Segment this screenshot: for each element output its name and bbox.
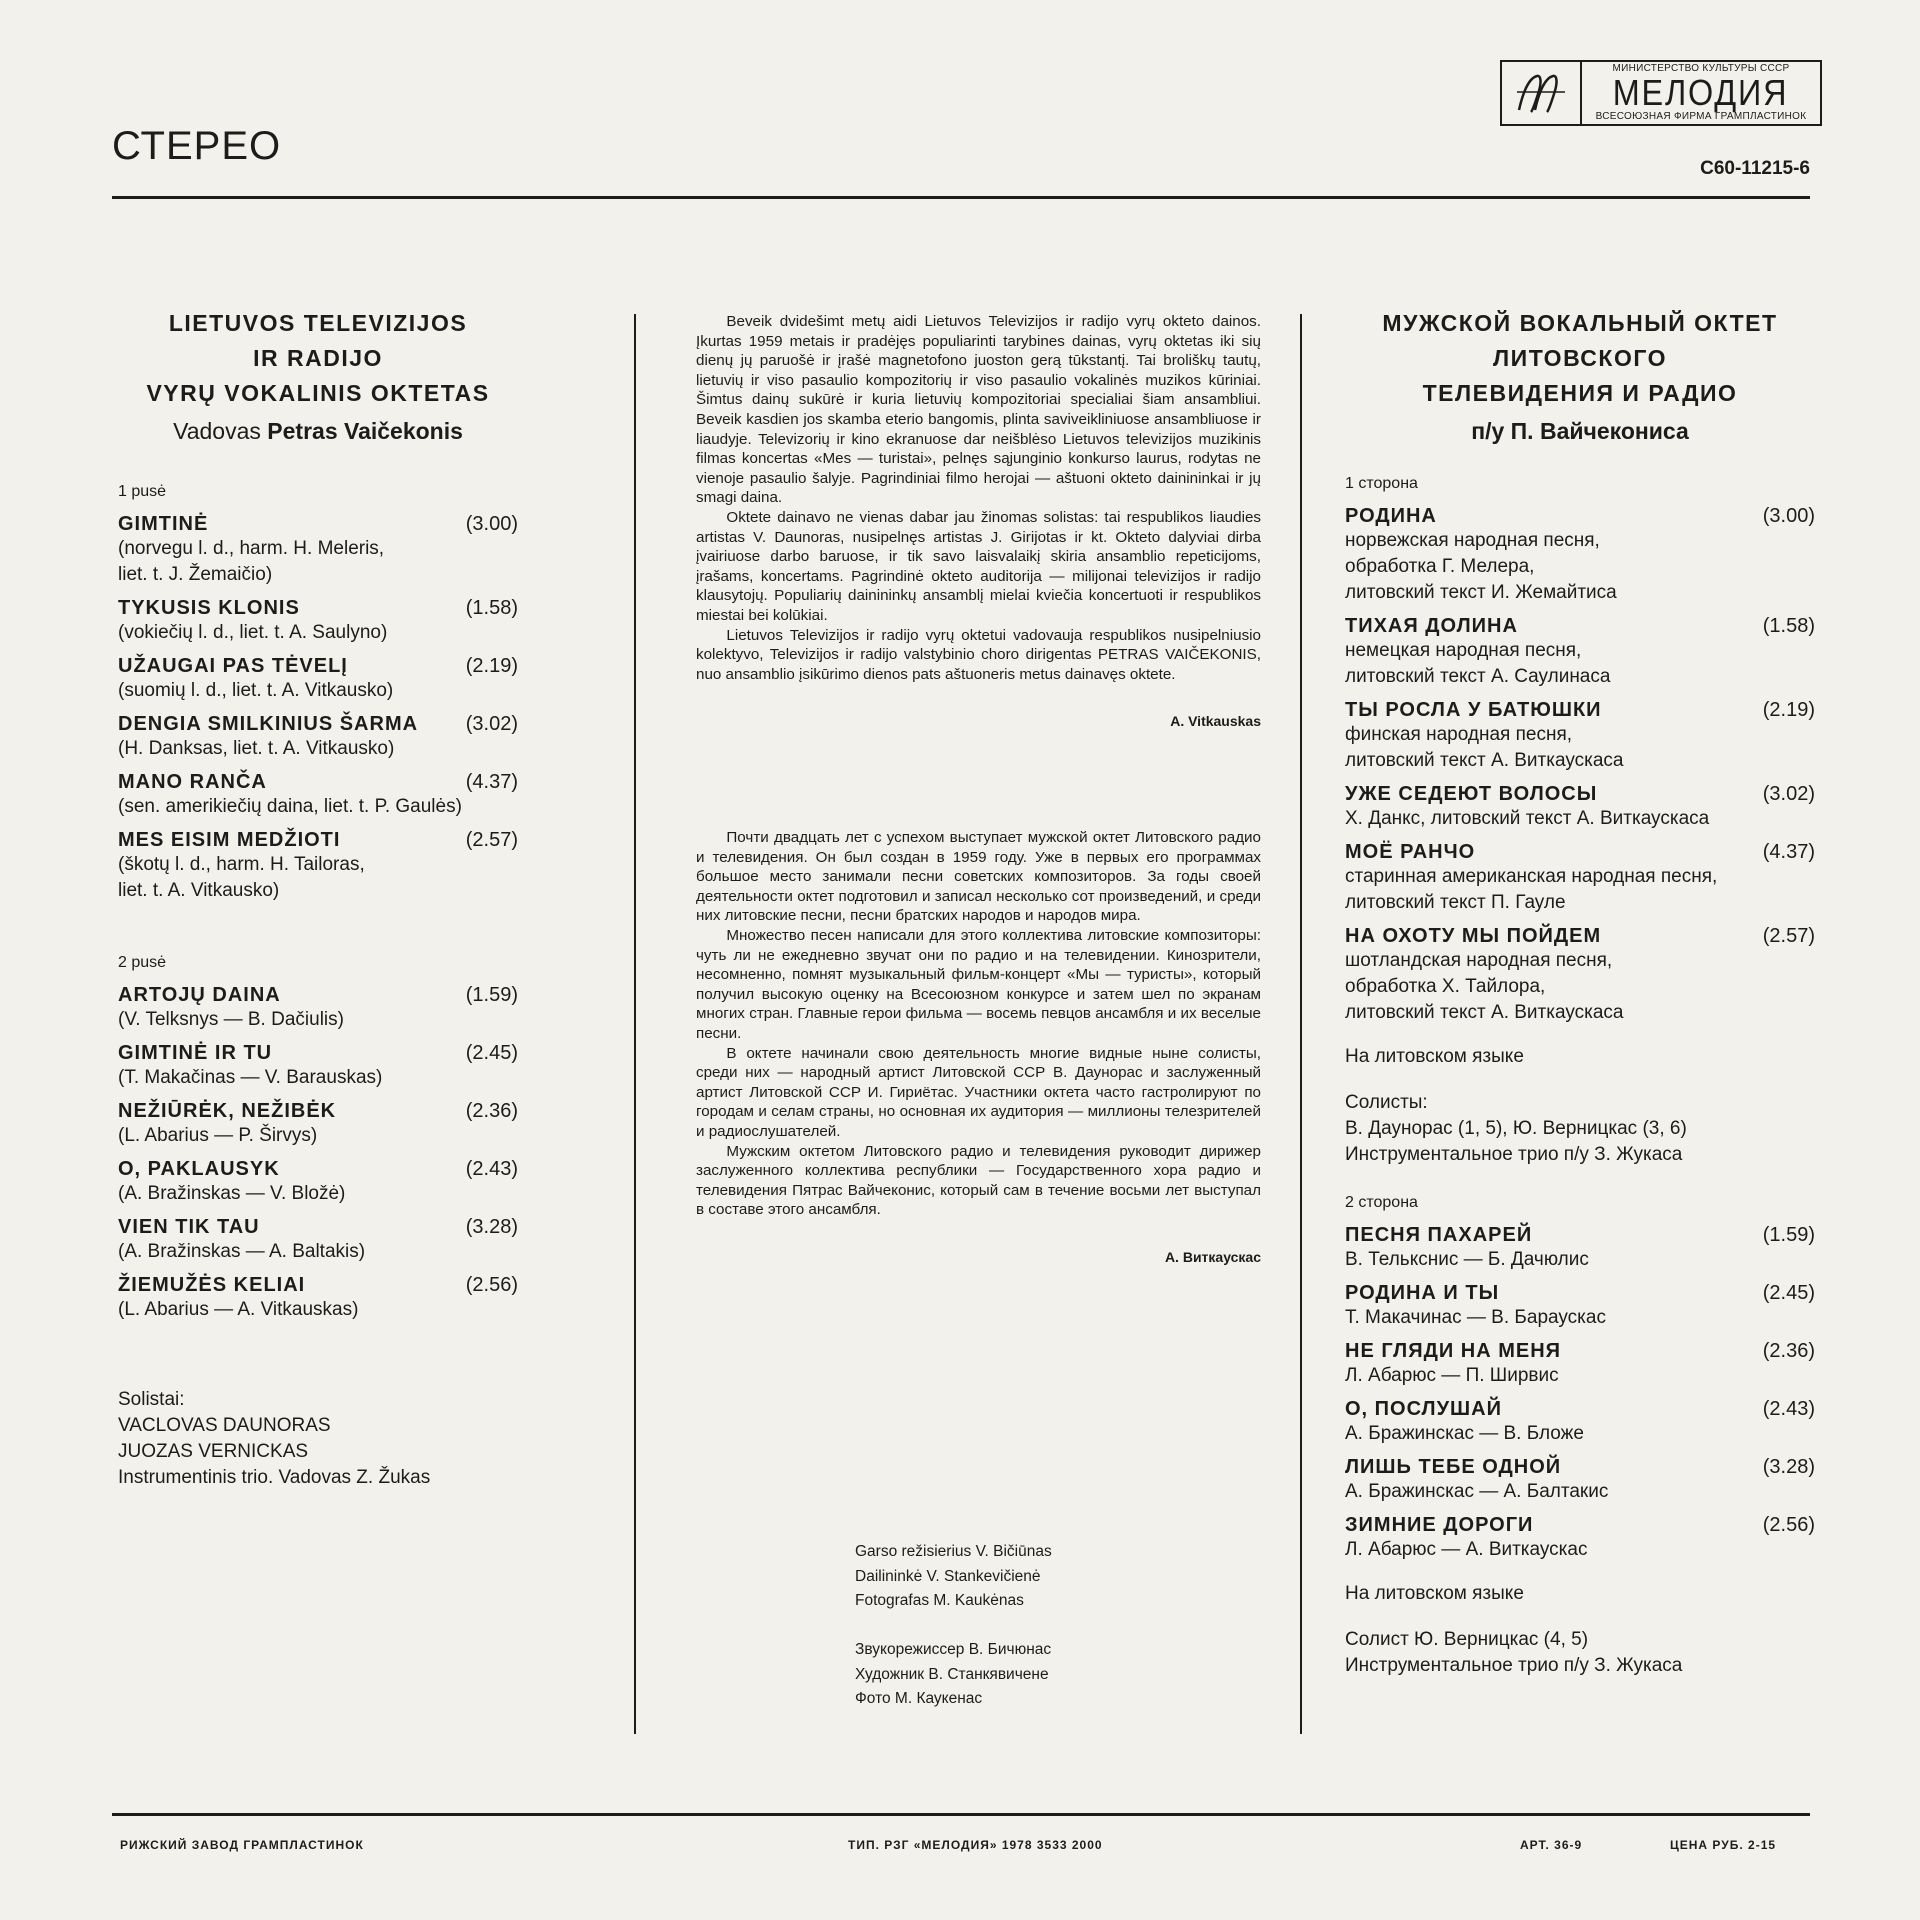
lt-director-prefix: Vadovas <box>173 418 261 444</box>
track-credit: немецкая народная песня, литовский текст А. Саулинаса <box>1345 640 1611 687</box>
track-title: GIMTINĖ IR TU <box>118 1042 273 1064</box>
credit-line: Dailininkė V. Stankevičienė <box>855 1567 1041 1585</box>
ru-side1-tracklist <box>1345 505 1815 1026</box>
track-credit: А. Бражинскас — А. Балтакис <box>1345 1481 1609 1502</box>
track-credit: (sen. amerikiečių daina, liet. t. P. Gaulės) <box>118 796 462 817</box>
ru-notes-paragraph: Множество песен написали для этого коллектива литовские композиторы: чуть ли не ежедневно звучат они по радио и на телевидении. Кинозрители, несомненно, помнят музыкальный фильм-концерт «Мы — туристы», который получил высокую оценку на Всесоюзном конкурсе и затем шел по экранам многих стран. Главные герои фильма — восемь певцов ансамбля и их веселые песни. <box>696 926 1261 1042</box>
track-title: О, ПОСЛУШАЙ <box>1345 1398 1502 1420</box>
melodiya-logo <box>1500 60 1822 126</box>
track-list-item <box>118 655 518 704</box>
track-list-item <box>118 513 518 588</box>
credit-line: Fotografas M. Kaukėnas <box>855 1592 1024 1609</box>
lt-notes-author: A. Vitkauskas <box>1170 713 1261 730</box>
track-list-item <box>118 829 518 904</box>
track-credit: (L. Abarius — A. Vitkauskas) <box>118 1299 359 1320</box>
track-duration: (3.00) <box>1762 505 1815 527</box>
track-duration: (4.37) <box>1762 841 1815 863</box>
track-duration: (2.45) <box>1762 1282 1815 1304</box>
bottom-rule <box>112 1813 1810 1816</box>
credit-line: Garso režisierius V. Bičiūnas <box>855 1543 1052 1560</box>
track-credit: Т. Макачинас — В. Бараускас <box>1345 1307 1606 1328</box>
track-credit: шотландская народная песня, обработка Х. Тайлора, литовский текст А. Виткаускаса <box>1345 950 1624 1023</box>
track-list-item <box>1345 615 1815 690</box>
track-list-item <box>1345 699 1815 774</box>
melodiya-emblem-icon <box>1502 62 1582 124</box>
lt-soloists: Solistai: VACLOVAS DAUNORAS JUOZAS VERNICKAS Instrumentinis trio. Vadovas Z. Žukas <box>118 1389 431 1488</box>
track-list-item <box>1345 1224 1815 1273</box>
footer-print-info: ТИП. РЗГ «МЕЛОДИЯ» 1978 3533 2000 <box>848 1838 1103 1852</box>
right-column <box>1345 306 1815 1679</box>
track-list-item <box>1345 505 1815 606</box>
track-title: ТИХАЯ ДОЛИНА <box>1345 615 1518 637</box>
track-title: ЛИШЬ ТЕБЕ ОДНОЙ <box>1345 1456 1562 1478</box>
track-list-item <box>1345 1340 1815 1389</box>
ru-side1-label: 1 сторона <box>1345 475 1418 492</box>
track-duration: (1.58) <box>465 597 518 619</box>
track-list-item <box>1345 925 1815 1026</box>
track-title: УЖЕ СЕДЕЮТ ВОЛОСЫ <box>1345 783 1598 805</box>
ru-heading-line-1: МУЖСКОЙ ВОКАЛЬНЫЙ ОКТЕТ <box>1382 310 1778 336</box>
track-credit: Л. Абарюс — П. Ширвис <box>1345 1365 1559 1386</box>
track-list-item <box>1345 1398 1815 1447</box>
track-duration: (2.36) <box>465 1100 518 1122</box>
track-duration: (2.19) <box>465 655 518 677</box>
ru-side2-label: 2 сторона <box>1345 1194 1418 1211</box>
track-list-item <box>118 1158 518 1207</box>
lt-production-credits <box>855 1540 1052 1614</box>
track-credit: (škotų l. d., harm. H. Tailoras, liet. t. A. Vitkausko) <box>118 854 365 901</box>
track-duration: (2.36) <box>1762 1340 1815 1362</box>
track-list-item <box>118 1042 518 1091</box>
track-credit: Л. Абарюс — А. Виткаускас <box>1345 1539 1588 1560</box>
track-title: ŽIEMUŽĖS KELIAI <box>118 1274 306 1296</box>
credit-line: Фото М. Каукенас <box>855 1690 983 1707</box>
ru-heading-line-2: ЛИТОВСКОГО <box>1493 345 1667 371</box>
credit-line: Художник В. Станкявичене <box>855 1665 1049 1683</box>
ru-director: п/у П. Вайчекониса <box>1471 418 1689 444</box>
track-credit: В. Телькснис — Б. Дачюлис <box>1345 1249 1589 1270</box>
footer-price: ЦЕНА РУБ. 2-15 <box>1670 1838 1777 1852</box>
track-title: TYKUSIS KLONIS <box>118 597 300 619</box>
ru-notes-paragraph: В октете начинали свою деятельность многие видные ныне солисты, среди них — народный артист Литовской ССР В. Даунорас и заслуженный артист Литовской ССР И. Гириётас. Участники октета часто гастролируют по городам и селам страны, но основная их аудитория — миллионы телезрителей и радиослушателей. <box>696 1044 1261 1140</box>
lt-notes-paragraph: Beveik dvidešimt metų aidi Lietuvos Televizijos ir radijo vyrų okteto dainos. Įkurtas 1959 metais ir pradėjęs populiarinti tarybines dainas, vyrų oktetas iki sių dienų jų paruošė ir įrašė magnetofono juoston gerą tūkstantį. Tai broliškų tautų, lietuvių ir viso pasaulio kompozitorių ir viso pasaulio vokalinės muzikos kūriniai. Šimtus dainų sukūrė ir kuria lietuvių kompozitoriai specialiai šiam ansambliui. Beveik kasdien jos skamba eterio bangomis, plinta saviveikliniuose ansambliuose ir liaudyje. Televizorių ir kino ekranuose dar neišblėso Lietuvos televizijos muzikinis filmas koncertas «Mes — turistai», pelnęs sąjunginio konkurso laurus, rodytas ne vienoje pasaulio šalyje. Pagrindiniai filmo herojai — aštuoni okteto dainininkai ir jų smagi daina. <box>696 313 1261 507</box>
track-duration: (2.57) <box>465 829 518 851</box>
ru-heading-line-3: ТЕЛЕВИДЕНИЯ И РАДИО <box>1422 380 1738 406</box>
track-credit: Х. Данкс, литовский текст А. Виткаускаса <box>1345 808 1710 829</box>
track-credit: (A. Bražinskas — V. Bložė) <box>118 1183 346 1204</box>
ru-side2-soloists: Солист Ю. Верницкас (4, 5) Инструментальное трио п/у З. Жукаса <box>1345 1629 1683 1676</box>
track-credit: старинная американская народная песня, литовский текст П. Гауле <box>1345 866 1718 913</box>
track-title: ПЕСНЯ ПАХАРЕЙ <box>1345 1224 1533 1246</box>
track-list-item <box>1345 783 1815 832</box>
track-duration: (1.58) <box>1762 615 1815 637</box>
track-title: NEŽIŪRĖK, NEŽIBĖK <box>118 1100 337 1122</box>
track-credit: (V. Telksnys — B. Dačiulis) <box>118 1009 344 1030</box>
track-title: MES EISIM MEDŽIOTI <box>118 829 341 851</box>
track-title: РОДИНА И ТЫ <box>1345 1282 1500 1304</box>
track-list-item <box>118 1216 518 1265</box>
track-duration: (2.56) <box>465 1274 518 1296</box>
ru-side1-language: На литовском языке <box>1345 1046 1524 1067</box>
ru-side1-soloists: Солисты: В. Даунорас (1, 5), Ю. Верницкас (3, 6) Инструментальное трио п/у З. Жукаса <box>1345 1092 1687 1165</box>
ru-production-credits <box>855 1638 1051 1712</box>
track-duration: (2.43) <box>1762 1398 1815 1420</box>
lt-heading-line-2: IR RADIJO <box>253 345 383 371</box>
track-list-item <box>1345 841 1815 916</box>
track-title: ARTOJŲ DAINA <box>118 984 281 1006</box>
track-title: ЗИМНИЕ ДОРОГИ <box>1345 1514 1534 1536</box>
lt-heading-line-3: VYRŲ VOKALINIS OKTETAS <box>146 380 490 406</box>
track-list-item <box>118 1274 518 1323</box>
ru-notes-author: А. Виткаускас <box>1164 1248 1261 1265</box>
track-duration: (3.28) <box>465 1216 518 1238</box>
stereo-label: СТЕРЕО <box>112 124 282 168</box>
footer-article: АРТ. 36-9 <box>1520 1838 1583 1852</box>
catalog-number: С60-11215-6 <box>1700 158 1810 179</box>
track-title: МОЁ РАНЧО <box>1345 841 1476 863</box>
track-duration: (3.28) <box>1762 1456 1815 1478</box>
lt-side2-tracklist <box>118 984 518 1323</box>
footer-plant: РИЖСКИЙ ЗАВОД ГРАМПЛАСТИНОК <box>120 1838 364 1852</box>
right-column-divider <box>1300 314 1302 1734</box>
track-duration: (3.00) <box>465 513 518 535</box>
ru-liner-notes <box>696 828 1261 1267</box>
track-list-item <box>1345 1456 1815 1505</box>
track-list-item <box>118 1100 518 1149</box>
track-title: НЕ ГЛЯДИ НА МЕНЯ <box>1345 1340 1562 1362</box>
track-duration: (1.59) <box>465 984 518 1006</box>
track-credit: (L. Abarius — P. Širvys) <box>118 1125 318 1146</box>
track-credit: (A. Bražinskas — A. Baltakis) <box>118 1241 366 1262</box>
track-credit: финская народная песня, литовский текст А. Виткаускаса <box>1345 724 1624 771</box>
lt-director-name: Petras Vaičekonis <box>267 418 463 444</box>
track-duration: (2.57) <box>1762 925 1815 947</box>
left-column-divider <box>634 314 636 1734</box>
track-title: O, PAKLAUSYK <box>118 1158 280 1180</box>
track-duration: (3.02) <box>465 713 518 735</box>
track-list-item <box>1345 1282 1815 1331</box>
track-title: MANO RANČA <box>118 771 267 793</box>
track-credit: (norvegu l. d., harm. H. Meleris, liet. t. J. Žemaičio) <box>118 538 385 585</box>
lt-liner-notes <box>696 312 1261 732</box>
lt-side2-label: 2 pusė <box>118 954 167 971</box>
track-title: DENGIA SMILKINIUS ŠARMA <box>118 713 419 735</box>
lt-director <box>118 413 518 449</box>
logo-name-text: МЕЛОДИЯ <box>1613 72 1789 113</box>
lt-notes-paragraph: Lietuvos Televizijos ir radijo vyrų oktetui vadovauja respublikos nusipelniusio kolektyvo, Televizijos ir radijo valstybinio choro dirigentas PETRAS VAIČEKONIS, nuo ansamblio įsikūrimo dienos pats aštuoneris metus dainavęs oktete. <box>696 626 1261 683</box>
track-title: НА ОХОТУ МЫ ПОЙДЕМ <box>1345 925 1602 947</box>
track-duration: (4.37) <box>465 771 518 793</box>
track-title: GIMTINĖ <box>118 513 209 535</box>
track-list-item <box>1345 1514 1815 1563</box>
track-credit: (suomių l. d., liet. t. A. Vitkausko) <box>118 680 394 701</box>
track-credit: норвежская народная песня, обработка Г. Мелера, литовский текст И. Жемайтиса <box>1345 530 1617 603</box>
track-credit: (H. Danksas, liet. t. A. Vitkausko) <box>118 738 395 759</box>
track-credit: (vokiečių l. d., liet. t. A. Saulyno) <box>118 622 388 643</box>
ru-side2-language: На литовском языке <box>1345 1583 1524 1604</box>
track-list-item <box>118 984 518 1033</box>
track-duration: (2.19) <box>1762 699 1815 721</box>
track-duration: (1.59) <box>1762 1224 1815 1246</box>
ru-side2-tracklist <box>1345 1224 1815 1563</box>
track-title: РОДИНА <box>1345 505 1437 527</box>
track-list-item <box>118 713 518 762</box>
lt-heading-line-1: LIETUVOS TELEVIZIJOS <box>168 310 468 336</box>
track-title: VIEN TIK TAU <box>118 1216 260 1238</box>
credit-line: Звукорежиссер В. Бичюнас <box>855 1641 1052 1658</box>
track-duration: (2.43) <box>465 1158 518 1180</box>
ru-notes-paragraph: Почти двадцать лет с успехом выступает мужской октет Литовского радио и телевидения. Он был создан в 1959 году. Уже в первых его программах большое место занимали песни советских композиторов. За годы своей деятельности октет подготовил и записал несколько сот произведений, и среди них литовские песни, песни братских народов и народов мира. <box>696 829 1261 925</box>
logo-firm-text: ВСЕСОЮЗНАЯ ФИРМА ГРАМПЛАСТИНОК <box>1595 111 1807 122</box>
track-credit: А. Бражинскас — В. Бложе <box>1345 1423 1584 1444</box>
track-credit: (T. Makačinas — V. Barauskas) <box>118 1067 383 1088</box>
top-rule <box>112 196 1810 199</box>
track-list-item <box>118 771 518 820</box>
track-duration: (2.45) <box>465 1042 518 1064</box>
track-list-item <box>118 597 518 646</box>
track-title: UŽAUGAI PAS TĖVELĮ <box>118 655 348 677</box>
lt-side1-label: 1 pusė <box>118 483 167 500</box>
logo-ministry-text: МИНИСТЕРСТВО КУЛЬТУРЫ СССР <box>1612 63 1790 74</box>
lt-notes-paragraph: Oktete dainavo ne vienas dabar jau žinomas solistas: tai respublikos liaudies artistas V. Daunoras, nusipelnęs artistas J. Girijotas ir kt. Okteto dalyviai dirba įvairiuose darbo baruose, ir tik savo laisvalaikį skiria ansamblio repeticijoms, įrašams, koncertams. Pagrindinė okteto auditorija — milijonai televizijos ir radijo klausytojų. Populiarių dainininkų ansamblį mielai kviečia koncertuoti ir respublikos miestai bei kolūkiai. <box>696 508 1261 624</box>
track-duration: (2.56) <box>1762 1514 1815 1536</box>
track-title: ТЫ РОСЛА У БАТЮШКИ <box>1345 699 1602 721</box>
lt-side1-tracklist <box>118 513 518 904</box>
ru-notes-paragraph: Мужским октетом Литовского радио и телевидения руководит дирижер заслуженного коллектива республики — Государственного хора радио и телевидения Пятрас Вайчеконис, который сам в течение восьми лет выступал в составе этого ансамбля. <box>696 1142 1261 1219</box>
track-duration: (3.02) <box>1762 783 1815 805</box>
left-column <box>118 306 518 1491</box>
